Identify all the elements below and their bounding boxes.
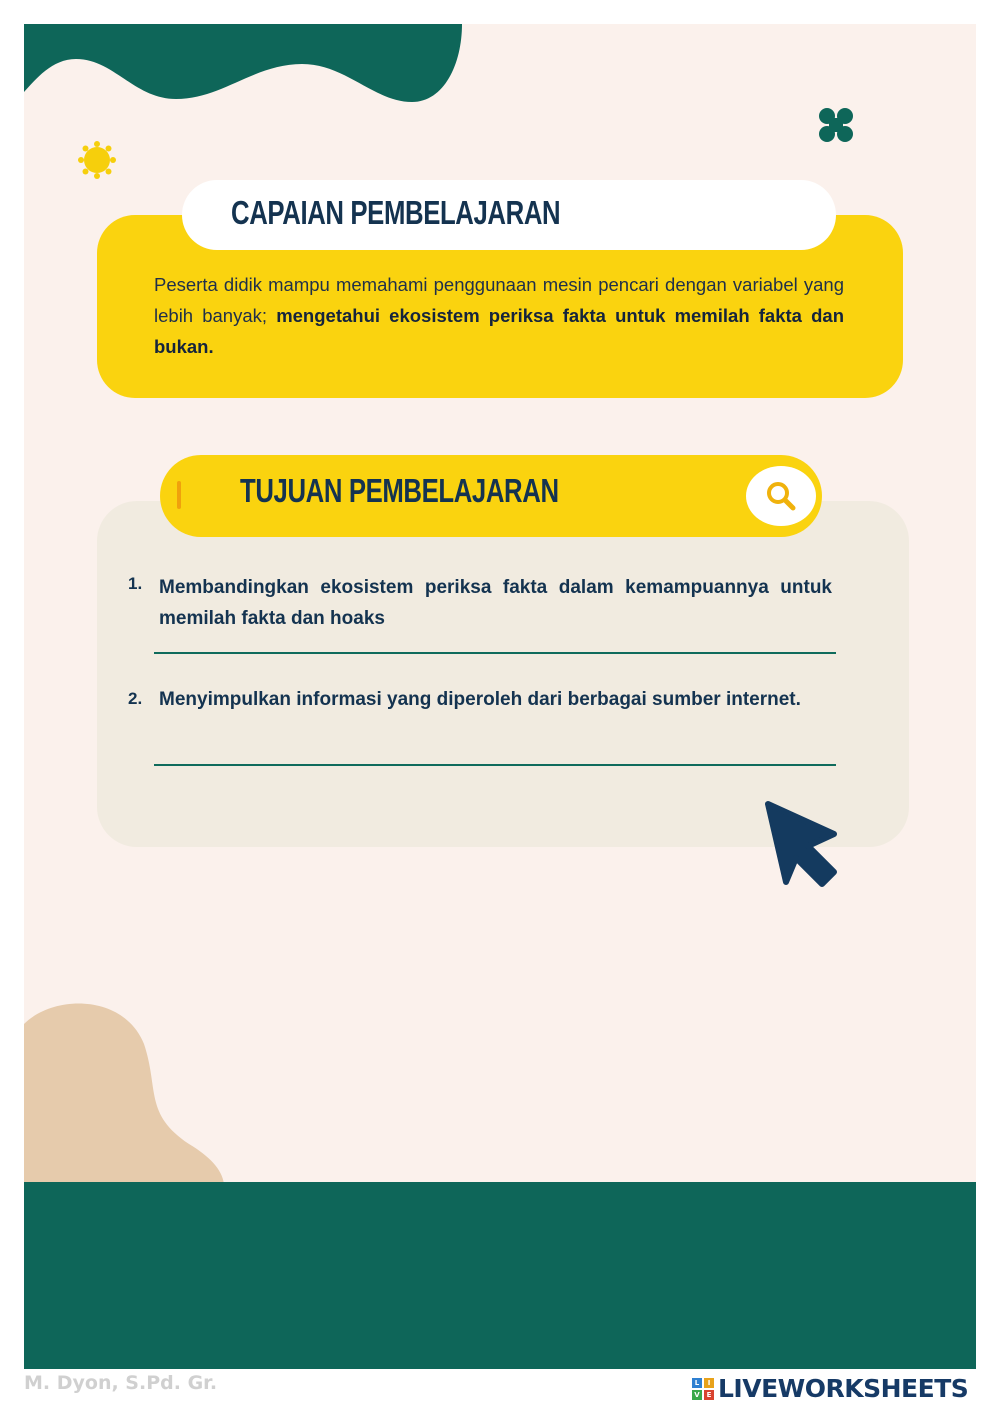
sun-icon [78, 141, 116, 179]
tujuan-title: TUJUAN PEMBELAJARAN [240, 472, 559, 509]
capaian-text-bold: mengetahui ekosistem periksa fakta untuk memilah fakta dan bukan. [154, 305, 844, 357]
flower-cross-icon [817, 106, 855, 144]
goal-text: Membandingkan ekosistem periksa fakta dalam kemampuannya untuk memilah fakta dan hoaks [159, 577, 832, 629]
footer-band [24, 1182, 976, 1369]
goal-number: 1. [128, 574, 143, 593]
worksheet-page [24, 24, 976, 1369]
capaian-title: CAPAIAN PEMBELAJARAN [231, 194, 561, 231]
author-credit: M. Dyon, S.Pd. Gr. [24, 1372, 218, 1394]
liveworksheets-brand [692, 1374, 968, 1403]
search-button[interactable] [746, 466, 816, 526]
logo-letter: V [692, 1390, 702, 1400]
capaian-text-regular: Peserta didik mampu memahami penggunaan mesin pencari dengan variabel yang lebih banyak; [154, 274, 844, 326]
answer-line[interactable] [154, 764, 836, 766]
cursor-arrow-icon [762, 796, 842, 888]
goal-number: 2. [128, 689, 143, 708]
tan-blob-decoration [24, 994, 284, 1184]
search-icon [764, 479, 798, 513]
logo-letter: E [704, 1390, 714, 1400]
text-cursor-accent [177, 481, 181, 509]
liveworksheets-logo [692, 1378, 714, 1400]
goal-text: Menyimpulkan informasi yang diperoleh dari berbagai sumber internet. [159, 689, 801, 710]
logo-letter: L [692, 1378, 702, 1388]
answer-line[interactable] [154, 652, 836, 654]
logo-letter: I [704, 1378, 714, 1388]
brand-name: LIVEWORKSHEETS [718, 1374, 969, 1403]
capaian-description [154, 269, 844, 362]
